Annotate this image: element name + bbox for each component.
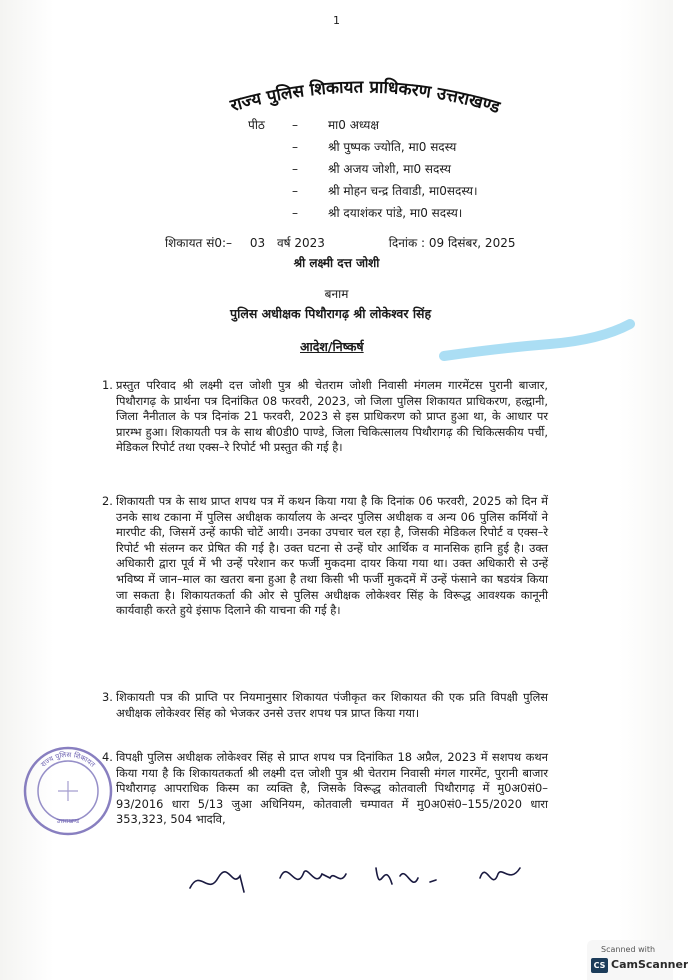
camscanner-logo-icon: CS: [591, 958, 608, 973]
svg-text:राज्य पुलिस शिकायत: राज्य पुलिस शिकायत: [39, 750, 97, 769]
order-title: आदेश/निष्कर्ष: [300, 339, 364, 354]
paragraph: 1. प्रस्तुत परिवाद श्री लक्ष्मी दत्त जोशी पुत्र श्री चेतराम जोशी निवासी मंगलम गारमेंटस पुरानी बाजार, पिथौरागढ़ के प्रार्थना पत्र दिनांकित 08 फरवरी, 2023, जो जिला पुलिस शिकायत प्राधिकरण, हल्द्वानी, जिला नैनीताल के पत्र दिनांक 21 फरवरी, 2023 से इस प्राधिकरण को प्राप्त हुआ था, के आधार पर प्रारम्भ हुआ। शिकायती पत्र के साथ बी0डी0 पाण्डे, जिला चिकित्सालय पिथौरागढ़ की चिकित्सकीय पर्ची, मेडिकल रिपोर्ट तथा एक्स–रे रिपोर्ट भी प्रस्तुत की गई है।: [102, 378, 548, 455]
case-date: दिनांक : 09 दिसंबर, 2025: [388, 236, 516, 250]
authority-seal-stamp: [22, 745, 114, 837]
bench-member: – श्री दयाशंकर पांडे, मा0 सदस्य।: [292, 206, 463, 220]
complaint-no: 03: [249, 236, 266, 250]
paragraph: 3. शिकायती पत्र की प्राप्ति पर नियमानुसार शिकायत पंजीकृत कर शिकायत की एक प्रति विपक्षी पुलिस अधीक्षक लोकेश्वर सिंह को भेजकर उनसे उत्तर शपथ पत्र प्राप्त किया गया।: [102, 690, 548, 720]
page-number: 1: [333, 14, 340, 27]
bench-member: – मा0 अध्यक्ष: [292, 118, 379, 132]
paragraph: 2. शिकायती पत्र के साथ प्राप्त शपथ पत्र में कथन किया गया है कि दिनांक 06 फरवरी, 2025 को दिन में उनके साथ टकाना में पुलिस अधीक्षक कार्यालय के अन्दर पुलिस अधीक्षक व अन्य 06 पुलिस कर्मियों ने मारपीट की, जिसमें उन्हें काफी चोटें आयी। उनका उपचार चल रहा है, जिसकी मेडिकल रिपोर्ट व एक्स–रे रिपोर्ट भी संलग्न कर प्रेषित की गई है। उक्त घटना से उन्हें घोर आर्थिक व मानसिक हानि हुई है। उक्त अधिकारी द्वारा पूर्व में भी उन्हें परेशान कर फर्जी मुकदमा दायर किया गया था। उक्त अधिकारी से उन्हें भविष्य में जान–माल का खतरा बना हुआ है तथा किसी भी फर्जी मुकदमें में उन्हें फंसाने का षडयंत्र किया जा सकता है। शिकायतकर्ता की ओर से पुलिस अधीक्षक लोकेश्वर सिंह के विरूद्ध आवश्यक कानूनी कार्यवाही करते हुये इंसाफ दिलाने की याचना की गई है।: [102, 494, 548, 618]
svg-text:राज्य पुलिस शिकायत प्राधिकरण उ: राज्य पुलिस शिकायत प्राधिकरण उत्तराखण्ड: [228, 77, 503, 118]
case-year: वर्ष 2023: [276, 236, 325, 250]
respondent-name: पुलिस अधीक्षक पिथौरागढ़ श्री लोकेश्वर सिंह: [230, 306, 432, 321]
bench-member: – श्री पुष्पक ज्योति, मा0 सदस्य: [292, 140, 457, 154]
scanner-caption: Scanned with: [601, 945, 656, 954]
highlighter-mark: [440, 318, 635, 366]
complainant-name: श्री लक्ष्मी दत्त जोशी: [293, 256, 380, 270]
member-signatures: [180, 848, 580, 908]
complaint-no-label: शिकायत सं0:–: [165, 236, 232, 250]
bench-member: – श्री मोहन चन्द्र तिवाडी, मा0सदस्य।: [292, 184, 478, 198]
versus-label: बनाम: [324, 287, 349, 301]
bench-member: – श्री अजय जोशी, मा0 सदस्य: [292, 162, 452, 176]
svg-text:उत्तराखण्ड: उत्तराखण्ड: [56, 818, 80, 825]
bench-label: पीठ: [248, 118, 265, 132]
case-line: [165, 234, 515, 251]
scanner-watermark: [587, 940, 688, 980]
scanner-name: CamScanner: [611, 958, 688, 971]
paragraph: 4. विपक्षी पुलिस अधीक्षक लोकेश्वर सिंह से प्राप्त शपथ पत्र दिनांकित 18 अप्रैल, 2023 में सशपथ कथन किया गया है कि शिकायतकर्ता श्री लक्ष्मी दत्त जोशी पुत्र श्री चेतराम निवासी मंगल गारमेंट, पुरानी बाजार पिथौरागढ़ आपराधिक किस्म का व्यक्ति है, जिसके विरूद्ध कोतवाली पिथौरागढ़ में मु0अ0सं0– 93/2016 धारा 5/13 जुआ अधिनियम, कोतवाली चम्पावत में मु0अ0सं0–155/2020 धारा 353,323, 504 भादवि,: [102, 750, 548, 827]
